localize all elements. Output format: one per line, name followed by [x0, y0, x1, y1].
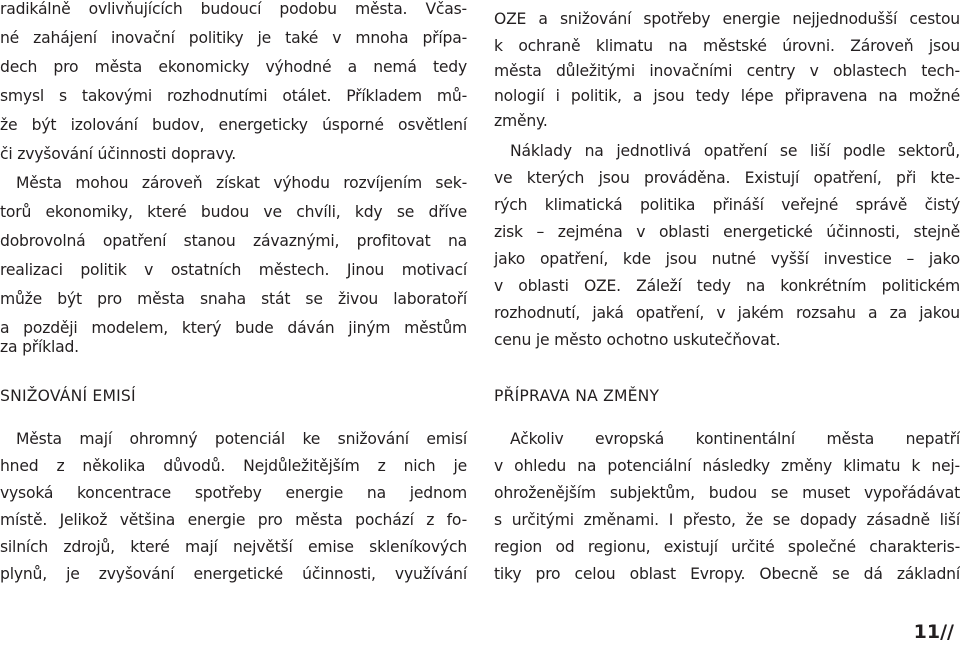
text-line: né zahájení inovační politiky je také v mnoha přípa-	[0, 29, 467, 47]
section-heading: PŘÍPRAVA NA ZMĚNY	[494, 387, 660, 405]
text-line: rozhodnutí, jaká opatření, v jakém rozsahu a za jakou	[494, 304, 960, 322]
text-line: silních zdrojů, které mají největší emise skleníkových	[0, 538, 467, 556]
text-line: či zvyšování účinnosti dopravy.	[0, 145, 237, 163]
text-line: města důležitými inovačními centry v oblastech tech-	[494, 62, 960, 80]
text-line: realizaci politik v ostatních městech. Jinou motivací	[0, 261, 467, 279]
text-line: torů ekonomiky, které budou ve chvíli, kdy se dříve	[0, 203, 467, 221]
text-line: a později modelem, který bude dáván jiným městům	[0, 319, 467, 337]
text-line: plynů, je zvyšování energetické účinnosti, využívání	[0, 565, 467, 583]
text-line: rých klimatická politika přináší veřejné správě čistý	[494, 196, 960, 214]
text-line: smysl s takovými rozhodnutími otálet. Příkladem mů-	[0, 87, 467, 105]
text-line: v oblasti OZE. Záleží tedy na konkrétním politickém	[494, 277, 960, 295]
text-line: jako opatření, kde jsou nutné vyšší investice – jako	[494, 250, 960, 268]
text-line: změny.	[494, 112, 548, 130]
text-line: místě. Jelikož většina energie pro města pochází z fo-	[0, 511, 467, 529]
text-line: tiky pro celou oblast Evropy. Obecně se dá základní	[494, 565, 960, 583]
text-line: nologií i politik, a jsou tedy lépe připravena na možné	[494, 87, 960, 105]
text-line: dobrovolná opatření stanou závaznými, profitovat na	[0, 232, 467, 250]
text-line: k ochraně klimatu na městské úrovni. Zároveň jsou	[494, 37, 960, 55]
text-line: ohroženějším subjektům, budou se muset vypořádávat	[494, 484, 960, 502]
text-line: Ačkoliv evropská kontinentální města nepatří	[510, 430, 960, 448]
text-line: dech pro města ekonomicky výhodné a nemá tedy	[0, 58, 467, 76]
text-line: vysoká koncentrace spotřeby energie na jednom	[0, 484, 467, 502]
text-line: Města mají ohromný potenciál ke snižování emisí	[16, 430, 467, 448]
text-line: že být izolování budov, energeticky úsporné osvětlení	[0, 116, 467, 134]
page-number: 11//	[913, 621, 954, 643]
text-line: ve kterých jsou prováděna. Existují opatření, při kte-	[494, 169, 960, 187]
text-line: v ohledu na potenciální následky změny klimatu k nej-	[494, 457, 960, 475]
text-line: radikálně ovlivňujících budoucí podobu města. Včas-	[0, 0, 467, 18]
section-heading: SNIŽOVÁNÍ EMISÍ	[0, 387, 136, 405]
text-line: Náklady na jednotlivá opatření se liší podle sektorů,	[510, 142, 960, 160]
text-line: s určitými změnami. I přesto, že se dopady zásadně liší	[494, 511, 960, 529]
text-line: může být pro města snaha stát se živou laboratoří	[0, 290, 467, 308]
text-line: Města mohou zároveň získat výhodu rozvíjením sek-	[16, 174, 467, 192]
text-line: hned z několika důvodů. Nejdůležitějším z nich je	[0, 457, 467, 475]
text-line: za příklad.	[0, 338, 79, 356]
text-line: OZE a snižování spotřeby energie nejjednodušší cestou	[494, 10, 960, 28]
text-line: region od regionu, existují určité společné charakteris-	[494, 538, 960, 556]
text-line: zisk – zejména v oblasti energetické účinnosti, stejně	[494, 223, 960, 241]
text-line: cenu je město ochotno uskutečňovat.	[494, 331, 781, 349]
